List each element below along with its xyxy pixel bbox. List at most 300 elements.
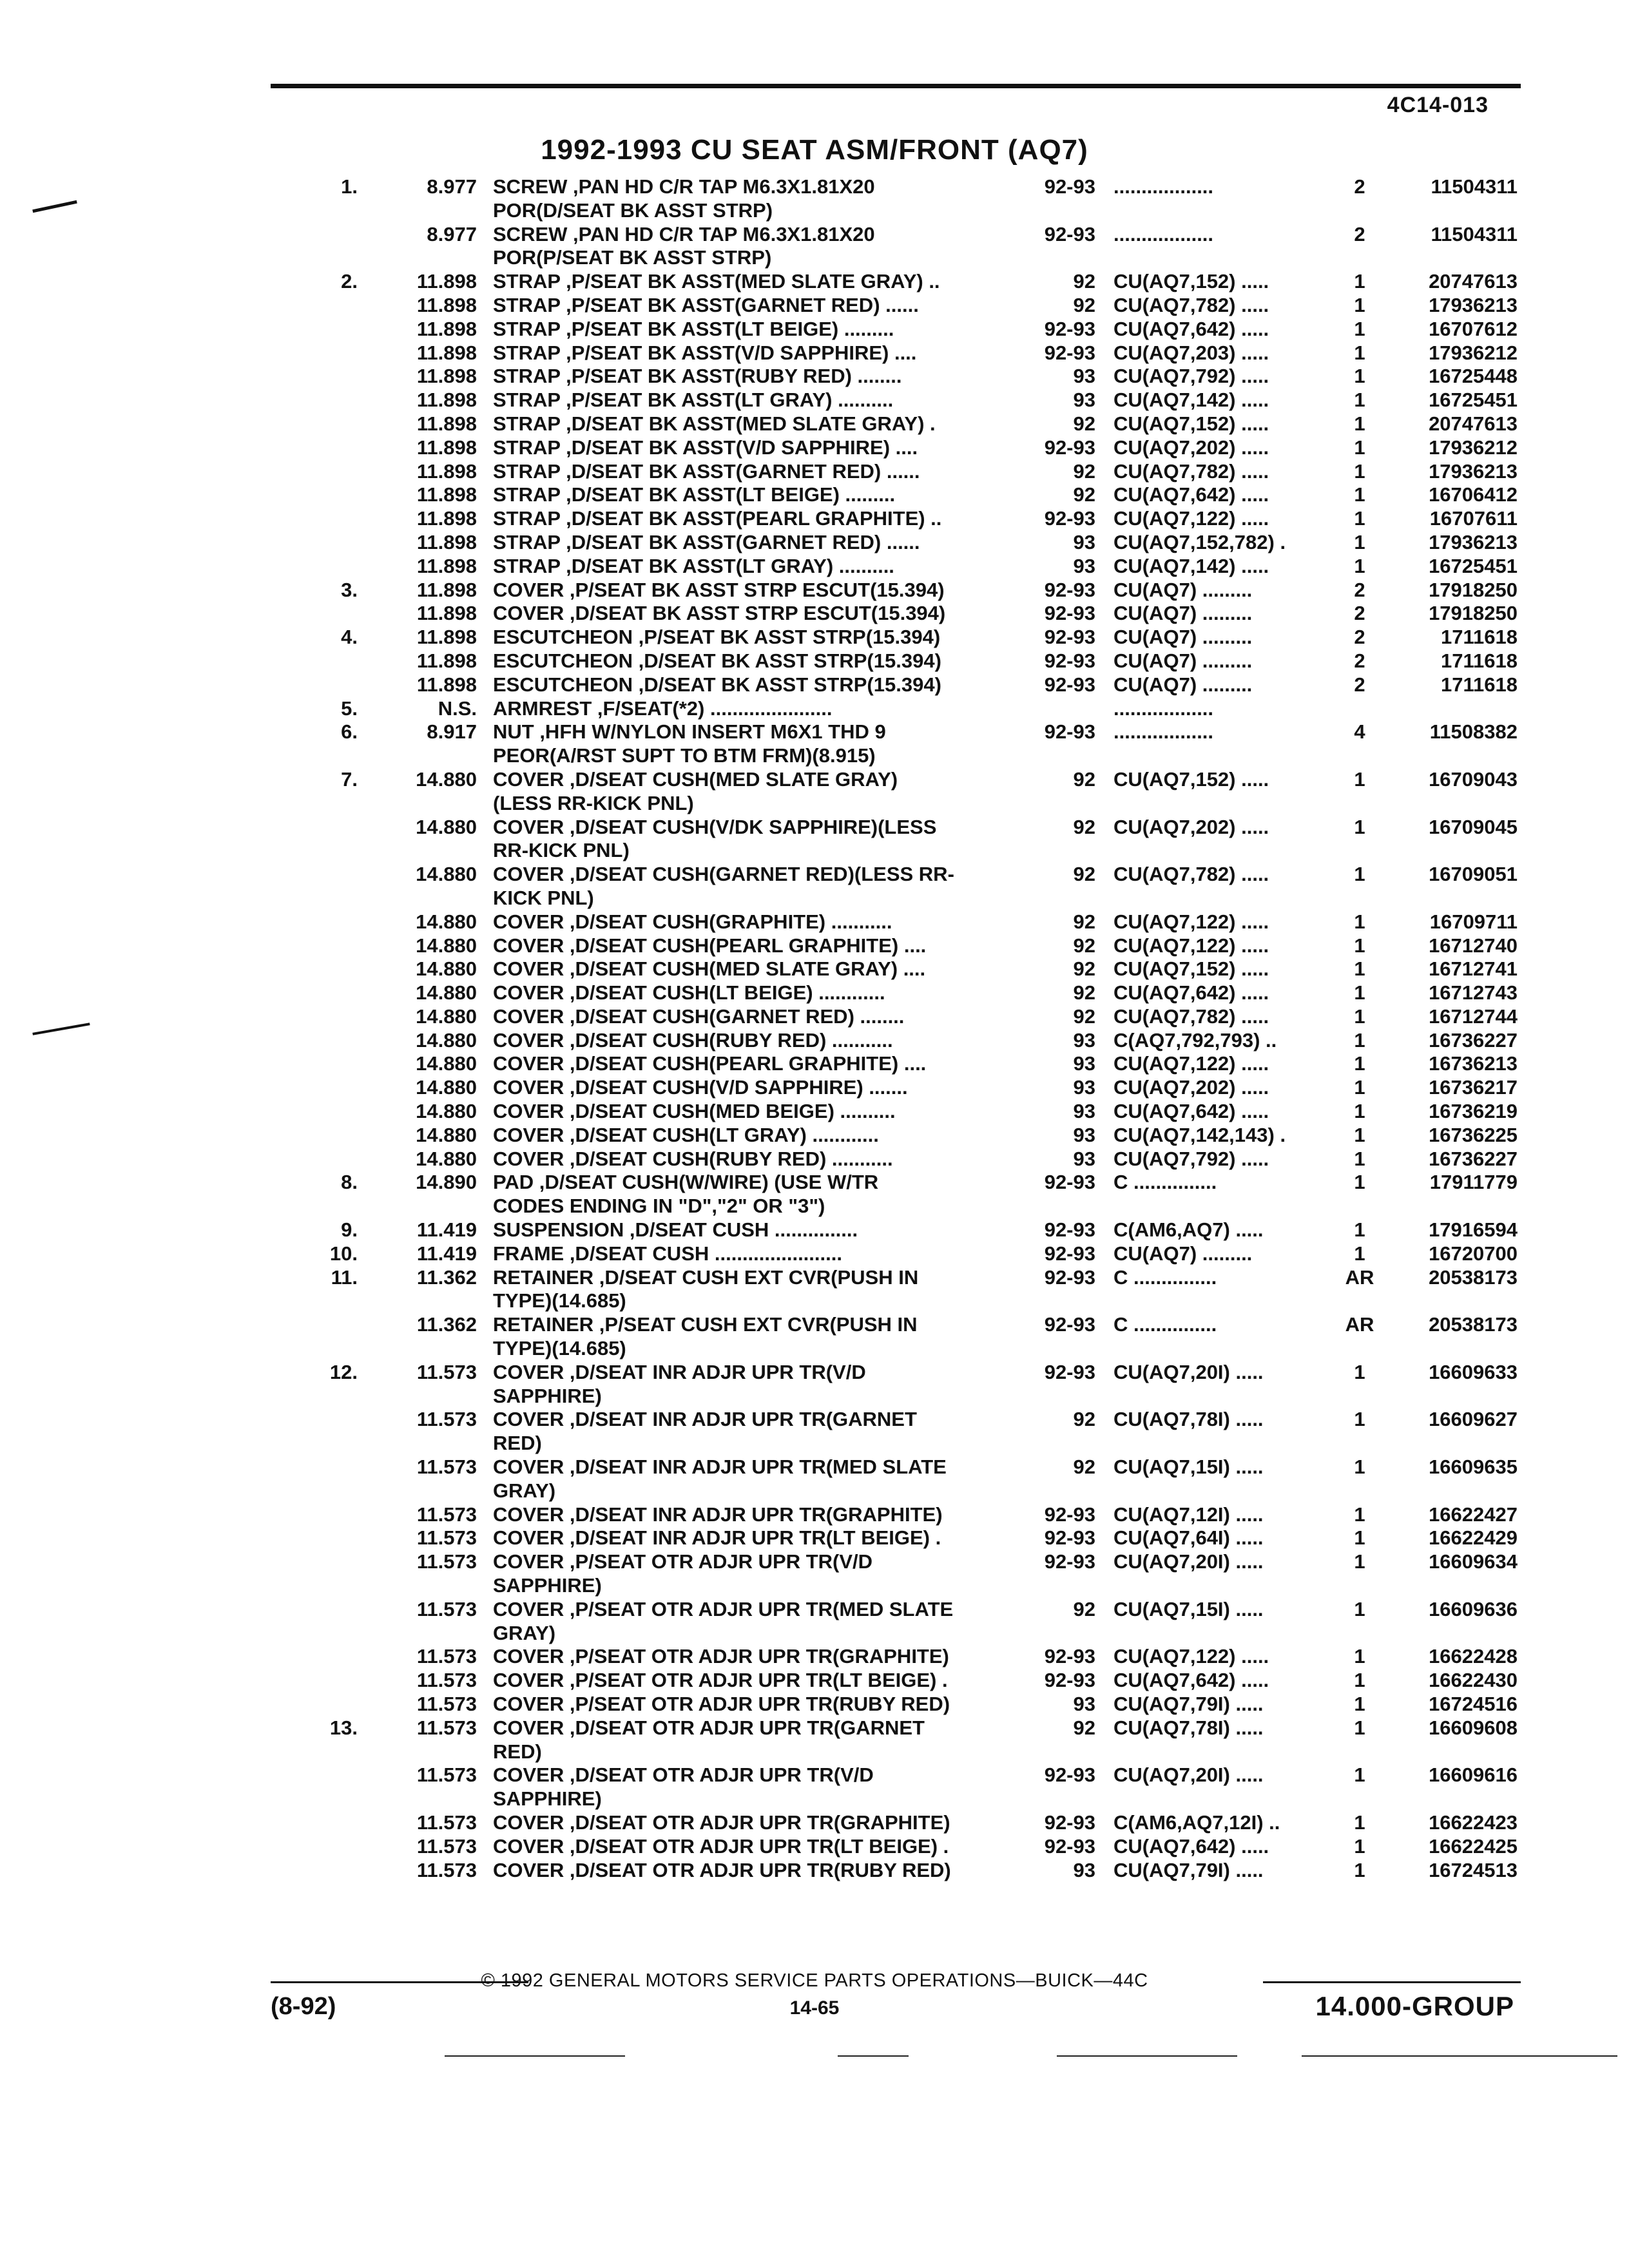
- model-years: 92: [1073, 1716, 1095, 1739]
- description: [493, 270, 1015, 294]
- description-line: ESCUTCHEON ,D/SEAT BK ASST STRP(15.394): [493, 649, 941, 672]
- model-years: 92: [1073, 412, 1095, 435]
- part-number: 20538173: [1429, 1265, 1518, 1289]
- application-code: CU(AQ7,782) .....: [1113, 459, 1269, 483]
- part-number: 16712743: [1429, 981, 1518, 1004]
- model-years: 92-93: [1044, 175, 1095, 198]
- description-line: COVER ,P/SEAT OTR ADJR UPR TR(V/D: [493, 1550, 873, 1573]
- description-line: NUT ,HFH W/NYLON INSERT M6X1 THD 9: [493, 720, 886, 744]
- illustration-number: 11.898: [416, 436, 477, 459]
- description-line: COVER ,D/SEAT CUSH(GARNET RED) ........: [493, 1004, 905, 1028]
- description-line: STRAP ,P/SEAT BK ASST(LT BEIGE) .........: [493, 317, 894, 340]
- application-code: CU(AQ7,122) .....: [1113, 910, 1269, 933]
- table-row: [0, 531, 1629, 555]
- description: [493, 1076, 1015, 1100]
- part-number: 16622429: [1429, 1526, 1518, 1550]
- model-years: 93: [1073, 365, 1095, 388]
- description-continuation: TYPE)(14.685): [493, 1289, 626, 1312]
- quantity: 1: [1354, 1503, 1365, 1526]
- description-line: COVER ,D/SEAT OTR ADJR UPR TR(GARNET: [493, 1716, 925, 1739]
- illustration-number: 14.880: [416, 1147, 477, 1170]
- description: [493, 1550, 1015, 1598]
- description-line: STRAP ,D/SEAT BK ASST(LT GRAY) ..........: [493, 554, 894, 577]
- quantity: 1: [1354, 1076, 1365, 1099]
- model-years: 92-93: [1044, 1218, 1095, 1242]
- application-code: CU(AQ7,20I) .....: [1113, 1360, 1264, 1383]
- quantity: AR: [1345, 1313, 1374, 1336]
- description: [493, 1266, 1015, 1314]
- table-row: [0, 1266, 1629, 1314]
- application-code: CU(AQ7,203) .....: [1113, 341, 1269, 364]
- page-code: 4C14-013: [1387, 93, 1489, 117]
- part-number: 16709711: [1429, 910, 1518, 933]
- ref-number: 7.: [341, 767, 358, 791]
- model-years: 92-93: [1044, 317, 1095, 340]
- parts-table: [0, 175, 1629, 1882]
- table-row: [0, 720, 1629, 768]
- description: [493, 1171, 1015, 1218]
- description-continuation: SAPPHIRE): [493, 1574, 602, 1597]
- model-years: 92-93: [1044, 436, 1095, 459]
- description-line: COVER ,P/SEAT BK ASST STRP ESCUT(15.394): [493, 578, 945, 601]
- model-years: 92-93: [1044, 1526, 1095, 1550]
- part-number: 16712744: [1429, 1004, 1518, 1028]
- model-years: 92-93: [1044, 1503, 1095, 1526]
- quantity: 1: [1354, 1834, 1365, 1858]
- description-line: STRAP ,D/SEAT BK ASST(LT BEIGE) .........: [493, 483, 896, 506]
- application-code: CU(AQ7,122) .....: [1113, 507, 1269, 530]
- model-years: 93: [1073, 1052, 1095, 1075]
- quantity: 1: [1354, 815, 1365, 838]
- table-row: [0, 1550, 1629, 1598]
- description-line: COVER ,D/SEAT CUSH(V/D SAPPHIRE) .......: [493, 1076, 908, 1099]
- description-line: COVER ,D/SEAT INR ADJR UPR TR(MED SLATE: [493, 1456, 947, 1479]
- description-continuation: PEOR(A/RST SUPT TO BTM FRM)(8.915): [493, 744, 876, 767]
- description: [493, 934, 1015, 958]
- description: [493, 579, 1015, 602]
- part-number: 16622423: [1429, 1811, 1518, 1834]
- part-number: 16609633: [1429, 1360, 1518, 1383]
- table-row: [0, 555, 1629, 579]
- application-code: CU(AQ7) .........: [1113, 673, 1253, 696]
- illustration-number: 11.898: [416, 270, 477, 293]
- description: [493, 1361, 1015, 1408]
- description-line: COVER ,D/SEAT INR ADJR UPR TR(GARNET: [493, 1408, 917, 1431]
- illustration-number: 14.880: [416, 767, 477, 791]
- description: [493, 389, 1015, 412]
- application-code: ..................: [1113, 720, 1214, 744]
- description-line: COVER ,D/SEAT INR ADJR UPR TR(V/D: [493, 1360, 866, 1383]
- part-number: 16609635: [1429, 1456, 1518, 1479]
- illustration-number: 11.898: [416, 459, 477, 483]
- model-years: 92-93: [1044, 507, 1095, 530]
- illustration-number: 11.898: [416, 483, 477, 506]
- description: [493, 1503, 1015, 1527]
- model-years: 92: [1073, 1004, 1095, 1028]
- illustration-number: 14.880: [416, 1004, 477, 1028]
- description: [493, 1242, 1015, 1266]
- part-number: 20747613: [1429, 270, 1518, 293]
- illustration-number: 11.573: [416, 1408, 477, 1431]
- illustration-number: 14.880: [416, 863, 477, 886]
- table-row: [0, 768, 1629, 816]
- application-code: C ...............: [1113, 1171, 1217, 1194]
- description-line: COVER ,D/SEAT CUSH(GARNET RED)(LESS RR-: [493, 863, 954, 886]
- part-number: 17918250: [1429, 602, 1518, 625]
- part-number: 16622430: [1429, 1669, 1518, 1692]
- ref-number: 8.: [341, 1171, 358, 1194]
- description: [493, 294, 1015, 318]
- description-line: COVER ,D/SEAT BK ASST STRP ESCUT(15.394): [493, 602, 946, 625]
- description: [493, 1598, 1015, 1646]
- table-row: [0, 1859, 1629, 1883]
- illustration-number: 11.898: [416, 626, 477, 649]
- description: [493, 507, 1015, 531]
- quantity: 1: [1354, 1858, 1365, 1881]
- part-number: 17918250: [1429, 578, 1518, 601]
- illustration-number: 11.898: [416, 507, 477, 530]
- table-row: [0, 1100, 1629, 1124]
- description-continuation: (LESS RR-KICK PNL): [493, 791, 694, 814]
- part-number: 17936213: [1429, 459, 1518, 483]
- table-row: [0, 1526, 1629, 1550]
- ref-number: 13.: [329, 1716, 358, 1739]
- model-years: 93: [1073, 1100, 1095, 1123]
- application-code: CU(AQ7,202) .....: [1113, 436, 1269, 459]
- application-code: ..................: [1113, 697, 1214, 720]
- description: [493, 910, 1015, 934]
- description-continuation: POR(P/SEAT BK ASST STRP): [493, 246, 772, 269]
- table-row: [0, 175, 1629, 223]
- description-line: COVER ,D/SEAT CUSH(RUBY RED) ...........: [493, 1147, 893, 1170]
- model-years: 92: [1073, 863, 1095, 886]
- description-line: COVER ,D/SEAT CUSH(LT GRAY) ............: [493, 1123, 879, 1146]
- description: [493, 720, 1015, 768]
- part-number: 16709043: [1429, 767, 1518, 791]
- illustration-number: 11.898: [416, 530, 477, 553]
- quantity: 1: [1354, 1763, 1365, 1787]
- ref-number: 6.: [341, 720, 358, 744]
- description-line: COVER ,D/SEAT INR ADJR UPR TR(GRAPHITE): [493, 1503, 943, 1526]
- application-code: CU(AQ7,152) .....: [1113, 412, 1269, 435]
- description-line: STRAP ,D/SEAT BK ASST(MED SLATE GRAY) .: [493, 412, 936, 435]
- quantity: 1: [1354, 270, 1365, 293]
- quantity: 1: [1354, 1645, 1365, 1668]
- description: [493, 175, 1015, 223]
- application-code: CU(AQ7,79I) .....: [1113, 1858, 1264, 1881]
- quantity: 1: [1354, 934, 1365, 957]
- part-number: 16720700: [1429, 1242, 1518, 1265]
- quantity: 1: [1354, 1693, 1365, 1715]
- illustration-number: 8.977: [427, 175, 477, 198]
- part-number: 1711618: [1441, 649, 1518, 672]
- part-number: 16736217: [1429, 1076, 1518, 1099]
- illustration-number: 11.573: [416, 1669, 477, 1692]
- application-code: CU(AQ7,152,782) .: [1113, 530, 1286, 553]
- part-number: 17936212: [1429, 341, 1518, 364]
- application-code: ..................: [1113, 222, 1214, 245]
- description: [493, 436, 1015, 460]
- table-row: [0, 673, 1629, 697]
- part-number: 1711618: [1441, 626, 1518, 649]
- quantity: 1: [1354, 412, 1365, 435]
- illustration-number: 11.898: [416, 293, 477, 316]
- model-years: 92: [1073, 910, 1095, 933]
- description-line: COVER ,D/SEAT OTR ADJR UPR TR(RUBY RED): [493, 1858, 951, 1881]
- description-line: RETAINER ,P/SEAT CUSH EXT CVR(PUSH IN: [493, 1313, 918, 1336]
- part-number: 16622427: [1429, 1503, 1518, 1526]
- description-line: COVER ,D/SEAT CUSH(GRAPHITE) ...........: [493, 910, 892, 933]
- illustration-number: 11.573: [416, 1597, 477, 1620]
- part-number: 17936213: [1429, 530, 1518, 553]
- part-number: 16736219: [1429, 1100, 1518, 1123]
- description: [493, 412, 1015, 436]
- part-number: 16609616: [1429, 1763, 1518, 1787]
- quantity: 1: [1354, 483, 1365, 506]
- description-line: COVER ,P/SEAT OTR ADJR UPR TR(LT BEIGE) .: [493, 1669, 948, 1692]
- description: [493, 1526, 1015, 1550]
- model-years: 92-93: [1044, 1265, 1095, 1289]
- description: [493, 365, 1015, 389]
- description: [493, 223, 1015, 271]
- illustration-number: 14.880: [416, 957, 477, 981]
- model-years: 92-93: [1044, 222, 1095, 245]
- application-code: CU(AQ7,20I) .....: [1113, 1763, 1264, 1787]
- model-years: 93: [1073, 530, 1095, 553]
- part-number: 16712741: [1429, 957, 1518, 981]
- description-line: FRAME ,D/SEAT CUSH .......................: [493, 1242, 842, 1265]
- application-code: CU(AQ7,202) .....: [1113, 1076, 1269, 1099]
- application-code: CU(AQ7,142,143) .: [1113, 1123, 1286, 1146]
- quantity: 1: [1354, 1550, 1365, 1573]
- part-number: 16706412: [1429, 483, 1518, 506]
- ref-number: 9.: [341, 1218, 358, 1242]
- quantity: 1: [1354, 863, 1365, 886]
- part-number: 16712740: [1429, 934, 1518, 957]
- table-row: [0, 1763, 1629, 1811]
- description: [493, 1052, 1015, 1076]
- description: [493, 318, 1015, 341]
- application-code: CU(AQ7,792) .....: [1113, 365, 1269, 388]
- application-code: CU(AQ7) .........: [1113, 578, 1253, 601]
- description-continuation: GRAY): [493, 1621, 556, 1644]
- description-line: SCREW ,PAN HD C/R TAP M6.3X1.81X20: [493, 175, 875, 198]
- description: [493, 863, 1015, 910]
- description: [493, 1148, 1015, 1171]
- table-row: [0, 1693, 1629, 1716]
- quantity: 1: [1354, 910, 1365, 933]
- model-years: 92-93: [1044, 649, 1095, 672]
- illustration-number: 11.573: [416, 1716, 477, 1739]
- model-years: 92-93: [1044, 673, 1095, 696]
- table-row: [0, 981, 1629, 1005]
- description-line: STRAP ,P/SEAT BK ASST(LT GRAY) ..........: [493, 389, 894, 412]
- description: [493, 768, 1015, 816]
- description: [493, 341, 1015, 365]
- application-code: CU(AQ7,642) .....: [1113, 1834, 1269, 1858]
- description: [493, 981, 1015, 1005]
- part-number: 20747613: [1429, 412, 1518, 435]
- part-number: 17911779: [1429, 1171, 1518, 1194]
- description: [493, 1100, 1015, 1124]
- quantity: 1: [1354, 1456, 1365, 1479]
- application-code: CU(AQ7,152) .....: [1113, 957, 1269, 981]
- model-years: 93: [1073, 1028, 1095, 1052]
- ref-number: 3.: [341, 578, 358, 601]
- table-row: [0, 294, 1629, 318]
- description-line: COVER ,D/SEAT CUSH(V/DK SAPPHIRE)(LESS: [493, 815, 937, 838]
- table-row: [0, 1029, 1629, 1053]
- quantity: 1: [1354, 1218, 1365, 1242]
- illustration-number: 11.898: [416, 317, 477, 340]
- description: [493, 816, 1015, 863]
- model-years: 92: [1073, 270, 1095, 293]
- description-line: STRAP ,D/SEAT BK ASST(GARNET RED) ......: [493, 459, 920, 483]
- part-number: 16725451: [1429, 554, 1518, 577]
- illustration-number: 11.573: [416, 1360, 477, 1383]
- quantity: 1: [1354, 1028, 1365, 1052]
- model-years: 93: [1073, 389, 1095, 412]
- scan-rule: [838, 2055, 909, 2057]
- quantity: 1: [1354, 341, 1365, 364]
- quantity: 1: [1354, 1360, 1365, 1383]
- quantity: 1: [1354, 1526, 1365, 1550]
- table-row: [0, 1361, 1629, 1408]
- description-line: COVER ,D/SEAT INR ADJR UPR TR(LT BEIGE) .: [493, 1526, 941, 1550]
- quantity: 1: [1354, 981, 1365, 1004]
- description-continuation: RED): [493, 1432, 542, 1455]
- application-code: CU(AQ7,12I) .....: [1113, 1503, 1264, 1526]
- description: [493, 1763, 1015, 1811]
- model-years: 92-93: [1044, 1834, 1095, 1858]
- illustration-number: 11.573: [416, 1645, 477, 1668]
- quantity: 4: [1354, 720, 1365, 744]
- description-continuation: SAPPHIRE): [493, 1787, 602, 1811]
- illustration-number: 11.573: [416, 1763, 477, 1787]
- description-line: ESCUTCHEON ,D/SEAT BK ASST STRP(15.394): [493, 673, 941, 696]
- part-number: 16736213: [1429, 1052, 1518, 1075]
- description-line: STRAP ,P/SEAT BK ASST(V/D SAPPHIRE) ....: [493, 341, 917, 364]
- description-line: COVER ,P/SEAT OTR ADJR UPR TR(MED SLATE: [493, 1597, 954, 1620]
- model-years: 92-93: [1044, 720, 1095, 744]
- application-code: CU(AQ7,642) .....: [1113, 981, 1269, 1004]
- quantity: 1: [1354, 554, 1365, 577]
- part-number: 16736227: [1429, 1147, 1518, 1170]
- description: [493, 1669, 1015, 1693]
- quantity: 2: [1354, 602, 1365, 625]
- table-row: [0, 436, 1629, 460]
- table-row: [0, 1242, 1629, 1266]
- part-number: 16724516: [1429, 1693, 1518, 1715]
- illustration-number: 14.890: [416, 1171, 477, 1194]
- table-row: [0, 934, 1629, 958]
- illustration-number: 11.362: [416, 1313, 477, 1336]
- quantity: 2: [1354, 649, 1365, 672]
- description: [493, 555, 1015, 579]
- quantity: 1: [1354, 1004, 1365, 1028]
- description: [493, 1218, 1015, 1242]
- illustration-number: 11.573: [416, 1811, 477, 1834]
- model-years: 92-93: [1044, 578, 1095, 601]
- description: [493, 460, 1015, 484]
- part-number: 17916594: [1429, 1218, 1518, 1242]
- part-number: 16736225: [1429, 1123, 1518, 1146]
- table-row: [0, 697, 1629, 721]
- model-years: 92: [1073, 483, 1095, 506]
- description-continuation: RED): [493, 1740, 542, 1763]
- table-row: [0, 365, 1629, 389]
- table-row: [0, 1503, 1629, 1527]
- ref-number: 1.: [341, 175, 358, 198]
- quantity: 1: [1354, 957, 1365, 981]
- quantity: 1: [1354, 1147, 1365, 1170]
- table-row: [0, 1171, 1629, 1218]
- model-years: 92-93: [1044, 1313, 1095, 1336]
- description-line: COVER ,D/SEAT OTR ADJR UPR TR(V/D: [493, 1763, 874, 1787]
- table-row: [0, 1076, 1629, 1100]
- description: [493, 1645, 1015, 1669]
- application-code: C(AM6,AQ7) .....: [1113, 1218, 1264, 1242]
- application-code: CU(AQ7,642) .....: [1113, 1669, 1269, 1692]
- quantity: 1: [1354, 1100, 1365, 1123]
- model-years: 92-93: [1044, 1645, 1095, 1668]
- table-row: [0, 483, 1629, 507]
- illustration-number: 14.880: [416, 1076, 477, 1099]
- description-line: COVER ,D/SEAT CUSH(LT BEIGE) ............: [493, 981, 885, 1004]
- quantity: 1: [1354, 365, 1365, 388]
- model-years: 93: [1073, 1147, 1095, 1170]
- model-years: 93: [1073, 1076, 1095, 1099]
- description-continuation: SAPPHIRE): [493, 1384, 602, 1407]
- table-row: [0, 816, 1629, 863]
- part-number: 17936212: [1429, 436, 1518, 459]
- description-continuation: GRAY): [493, 1479, 556, 1502]
- model-years: 92-93: [1044, 1811, 1095, 1834]
- quantity: 2: [1354, 175, 1365, 198]
- ref-number: 12.: [329, 1360, 358, 1383]
- description: [493, 1408, 1015, 1456]
- table-row: [0, 1456, 1629, 1503]
- quantity: 1: [1354, 317, 1365, 340]
- table-row: [0, 507, 1629, 531]
- description: [493, 531, 1015, 555]
- illustration-number: 11.898: [416, 578, 477, 601]
- application-code: CU(AQ7,642) .....: [1113, 483, 1269, 506]
- model-years: 92-93: [1044, 1171, 1095, 1194]
- application-code: CU(AQ7,782) .....: [1113, 293, 1269, 316]
- group-label: 14.000-GROUP: [1315, 1991, 1514, 2021]
- part-number: 11504311: [1431, 222, 1518, 245]
- table-row: [0, 1005, 1629, 1029]
- model-years: 92-93: [1044, 602, 1095, 625]
- application-code: C(AQ7,792,793) ..: [1113, 1028, 1277, 1052]
- quantity: 1: [1354, 459, 1365, 483]
- quantity: 1: [1354, 767, 1365, 791]
- description-line: ARMREST ,F/SEAT(*2) ......................: [493, 697, 833, 720]
- table-row: [0, 1313, 1629, 1361]
- description: [493, 1716, 1015, 1764]
- description-line: COVER ,D/SEAT CUSH(RUBY RED) ...........: [493, 1028, 893, 1052]
- application-code: CU(AQ7,782) .....: [1113, 1004, 1269, 1028]
- part-number: 16725448: [1429, 365, 1518, 388]
- description-line: RETAINER ,D/SEAT CUSH EXT CVR(PUSH IN: [493, 1265, 919, 1289]
- description-line: SCREW ,PAN HD C/R TAP M6.3X1.81X20: [493, 222, 875, 245]
- application-code: C(AM6,AQ7,12I) ..: [1113, 1811, 1280, 1834]
- application-code: CU(AQ7,642) .....: [1113, 317, 1269, 340]
- quantity: 1: [1354, 507, 1365, 530]
- table-row: [0, 863, 1629, 910]
- model-years: 92-93: [1044, 341, 1095, 364]
